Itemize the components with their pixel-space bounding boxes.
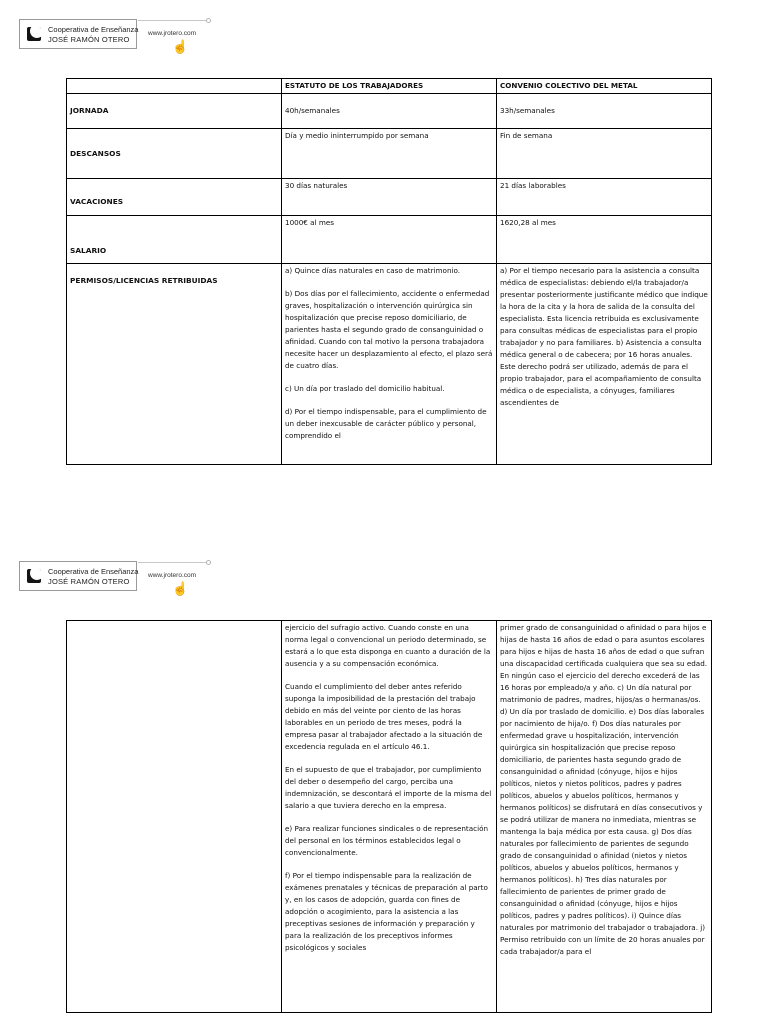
cell-jornada-convenio: 33h/semanales xyxy=(497,94,712,129)
pointer-hand-icon: ☝ xyxy=(172,581,189,596)
header-url-link[interactable]: www.jrotero.com xyxy=(148,30,197,37)
permiso-estatuto-a: a) Quince días naturales en caso de matrimonio. xyxy=(285,266,461,275)
logo-mark-icon xyxy=(27,569,41,583)
column-header-convenio: CONVENIO COLECTIVO DEL METAL xyxy=(497,79,712,94)
header-rule xyxy=(138,20,208,21)
table-row-permisos-continued xyxy=(67,621,712,1013)
table-header-row xyxy=(67,79,712,94)
cooperative-logo xyxy=(19,19,137,49)
comparison-table xyxy=(66,78,712,465)
convenio-cont-text: primer grado de consanguinidad o afinidad o para hijos e hijas de hasta 16 años de edad o para asuntos escolares para hijos e hijas de hasta 16 años de edad o que sufran una discapacidad certificada cualquiera que sea su edad. En ningún caso el ejercicio del derecho excederá de las 16 horas por empleado/a y año. c) Un día natural por matrimonio de padres, madres, hijos/as o hermanas/os. d) Un día por traslado de domicilio. e) Dos días laborales por nacimiento de hija/o. f) Dos días naturales por enfermedad grave u hospitalización, intervención quirúrgica sin hospitalización que precise reposo domiciliario, de parientes hasta segundo grado de consanguinidad o afinidad (cónyuge, hijos e hijos políticos, nietos y nietos políticos, padres y padres políticos, abuelos y abuelos políticos, hermanos y hermanos políticos) se disfrutará en días consecutivos y se podrá utilizar de manera no inmediata, mientras se mantenga la baja médica por esta causa. g) Dos días naturales por fallecimiento de parientes de segundo grado de consanguinidad o afinidad (nietos y nietos políticos, abuelos y abuelos políticos, hermanos y hermanos políticos). h) Tres días naturales por fallecimiento de parientes de primer grado de consanguinidad o afinidad (cónyuge, hijos e hijos políticos, padres y padres políticos). i) Quince días naturales por matrimonio del trabajador o trabajadora. j) Permiso retribuido con un límite de 20 horas anuales por cada trabajador/a para el xyxy=(500,623,708,956)
cell-label-empty xyxy=(67,621,282,1013)
cell-salario-convenio: 1620,28 al mes xyxy=(497,216,712,264)
table-row-salario xyxy=(67,216,712,264)
column-header-blank xyxy=(67,79,282,94)
table-row-descansos xyxy=(67,129,712,179)
cooperative-logo-page2 xyxy=(19,561,137,591)
cell-vacaciones-estatuto: 30 días naturales xyxy=(282,179,497,216)
header-rule xyxy=(138,562,208,563)
permiso-estatuto-d: d) Por el tiempo indispensable, para el cumplimiento de un deber inexcusable de carácter público y personal, comprendido el xyxy=(285,407,487,440)
row-label-salario: SALARIO xyxy=(67,216,282,264)
row-label-permisos: PERMISOS/LICENCIAS RETRIBUIDAS xyxy=(67,264,282,465)
comparison-table-continued xyxy=(66,620,712,1013)
logo-org-line1: Cooperativa de Enseñanza xyxy=(48,567,139,576)
header-rule-dot xyxy=(206,18,211,23)
logo-mark-icon xyxy=(27,27,41,41)
logo-org-line1: Cooperativa de Enseñanza xyxy=(48,25,139,34)
row-label-descansos: DESCANSOS xyxy=(67,129,282,179)
table-row-jornada xyxy=(67,94,712,129)
estatuto-cont-para-e: e) Para realizar funciones sindicales o de representación del personal en los términos establecidos legal o convencionalmente. xyxy=(285,824,489,857)
row-label-vacaciones: VACACIONES xyxy=(67,179,282,216)
permiso-estatuto-b: b) Dos días por el fallecimiento, accidente o enfermedad graves, hospitalización o intervención quirúrgica sin hospitalización que precise reposo domiciliario, de parientes hasta el segundo grado de consanguinidad o afinidad. Cuando con tal motivo la persona trabajadora necesite hacer un desplazamiento al efecto, el plazo será de cuatro días. xyxy=(285,289,493,370)
header-rule-dot xyxy=(206,560,211,565)
estatuto-cont-para-f: f) Por el tiempo indispensable para la realización de exámenes prenatales y técnicas de preparación al parto y, en los casos de adopción, guarda con fines de adopción o acogimiento, para la asistencia a las preceptivas sesiones de información y preparación y para la realización de los preceptivos informes psicológicos y sociales xyxy=(285,871,488,952)
table-row-vacaciones xyxy=(67,179,712,216)
estatuto-cont-para-2: Cuando el cumplimiento del deber antes referido suponga la imposibilidad de la prestación del trabajo debido en más del veinte por ciento de las horas laborables en un periodo de tres meses, podrá la empresa pasar al trabajador afectado a la situación de excedencia regulada en el artículo 46.1. xyxy=(285,682,483,751)
cell-descansos-convenio: Fin de semana xyxy=(497,129,712,179)
column-header-estatuto: ESTATUTO DE LOS TRABAJADORES xyxy=(282,79,497,94)
table-row-permisos xyxy=(67,264,712,465)
cell-permisos-estatuto-cont xyxy=(282,621,497,1013)
cell-permisos-convenio-cont xyxy=(497,621,712,1013)
cell-permisos-estatuto xyxy=(282,264,497,465)
cell-jornada-estatuto: 40h/semanales xyxy=(282,94,497,129)
cell-vacaciones-convenio: 21 días laborables xyxy=(497,179,712,216)
permiso-convenio-text: a) Por el tiempo necesario para la asistencia a consulta médica de especialistas: debiendo el/la trabajador/a presentar posteriormente justificante médico que indique la hora de la cita y la hora de salida de la consulta del especialista. Esta licencia retribuida es exclusivamente para consultas médicas de especialistas para el propio trabajador y no para familiares. b) Asistencia a consulta médica general o de cabecera; por 16 horas anuales. Este derecho podrá ser utilizado, además de para el propio trabajador, para el acompañamiento de consulta médica o de especialista, a cónyuges, familiares ascendientes de xyxy=(500,266,708,407)
cell-permisos-convenio xyxy=(497,264,712,465)
pointer-hand-icon: ☝ xyxy=(172,39,189,54)
logo-org-line2: JOSÉ RAMÓN OTERO xyxy=(48,35,130,44)
permiso-estatuto-c: c) Un día por traslado del domicilio habitual. xyxy=(285,384,445,393)
estatuto-cont-para-3: En el supuesto de que el trabajador, por cumplimiento del deber o desempeño del cargo, perciba una indemnización, se descontará el importe de la misma del salario a que tuviera derecho en la empresa. xyxy=(285,765,492,810)
estatuto-cont-para-1: ejercicio del sufragio activo. Cuando conste en una norma legal o convencional un periodo determinado, se estará a lo que esta disponga en cuanto a duración de la ausencia y a su compensación económica. xyxy=(285,623,491,668)
cell-descansos-estatuto: Día y medio ininterrumpido por semana xyxy=(282,129,497,179)
logo-org-line2: JOSÉ RAMÓN OTERO xyxy=(48,577,130,586)
header-url-link[interactable]: www.jrotero.com xyxy=(148,572,197,579)
cell-salario-estatuto: 1000€ al mes xyxy=(282,216,497,264)
row-label-jornada: JORNADA xyxy=(67,94,282,129)
